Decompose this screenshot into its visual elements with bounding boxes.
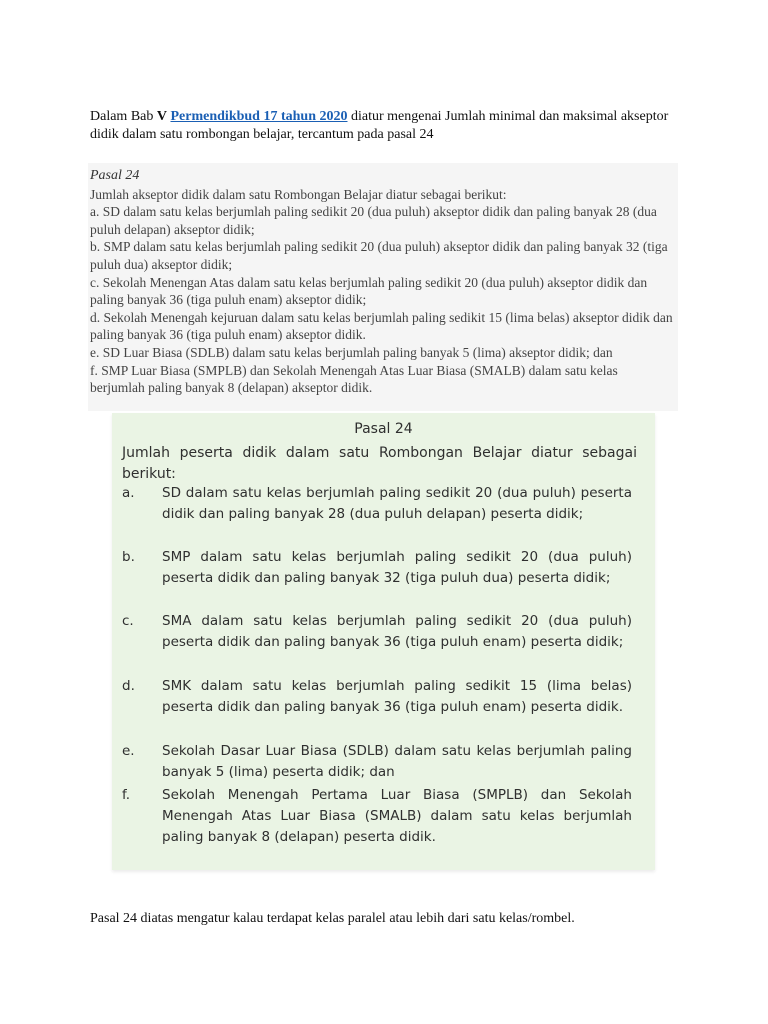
scan-lead: Jumlah peserta didik dalam satu Rombongan Belajar diatur sebagai berikut: bbox=[122, 445, 637, 482]
scan-item-label: d. bbox=[122, 678, 135, 694]
scan-item-label: f. bbox=[122, 787, 131, 803]
intro-paragraph bbox=[90, 108, 680, 144]
intro-bab: V bbox=[156, 109, 167, 124]
quote-title: Pasal 24 bbox=[90, 168, 140, 183]
scan-item-text: SMP dalam satu kelas berjumlah paling sedikit 20 (dua puluh) peserta didik dan paling banyak 32 (tiga puluh dua) peserta didik; bbox=[162, 549, 632, 586]
scan-item-label: a. bbox=[122, 485, 135, 501]
scan-item-text: Sekolah Menengah Pertama Luar Biasa (SMPLB) dan Sekolah Menengah Atas Luar Biasa (SMALB) dalam satu kelas berjumlah paling banyak 8 (delapan) peserta didik. bbox=[162, 787, 632, 845]
intro-suffix: diatur mengenai Jumlah minimal dan maksimal akseptor didik dalam satu rombongan belajar, tercantum pada pasal 24 bbox=[90, 109, 669, 142]
quote-line: a. SD dalam satu kelas berjumlah paling sedikit 20 (dua puluh) akseptor didik dan paling banyak 28 (dua puluh delapan) akseptor didik; bbox=[90, 204, 657, 237]
scan-item-text: SMK dalam satu kelas berjumlah paling sedikit 15 (lima belas) peserta didik dan paling banyak 36 (tiga puluh enam) peserta didik. bbox=[162, 678, 632, 715]
scan-item-label: c. bbox=[122, 613, 134, 629]
quote-line: Jumlah akseptor didik dalam satu Rombongan Belajar diatur sebagai berikut: bbox=[90, 186, 507, 202]
pasal-quote-block bbox=[88, 163, 678, 411]
quote-line: b. SMP dalam satu kelas berjumlah paling sedikit 20 (dua puluh) akseptor didik dan paling banyak 32 (tiga puluh dua) akseptor didik; bbox=[90, 239, 668, 272]
scan-item-label: b. bbox=[122, 549, 135, 565]
quote-line: d. Sekolah Menengah kejuruan dalam satu kelas berjumlah paling sedikit 15 (lima belas) akseptor didik dan paling banyak 36 (tiga puluh enam) akseptor didik. bbox=[90, 309, 673, 343]
quote-line: f. SMP Luar Biasa (SMPLB) dan Sekolah Menengah Atas Luar Biasa (SMALB) dalam satu kelas berjumlah paling banyak 8 (delapan) akseptor didik. bbox=[90, 362, 618, 396]
scan-item-label: e. bbox=[122, 743, 135, 759]
pasal-scan-image bbox=[112, 413, 655, 870]
scan-item-text: SD dalam satu kelas berjumlah paling sedikit 20 (dua puluh) peserta didik dan paling banyak 28 (dua puluh delapan) peserta didik; bbox=[162, 485, 632, 522]
quote-line: c. Sekolah Menengan Atas dalam satu kelas berjumlah paling sedikit 20 (dua puluh) akseptor didik dan paling banyak 36 (tiga puluh enam) akseptor didik; bbox=[90, 274, 648, 308]
scan-title: Pasal 24 bbox=[354, 421, 413, 437]
quote-line: e. SD Luar Biasa (SDLB) dalam satu kelas berjumlah paling banyak 5 (lima) akseptor didik; dan bbox=[90, 344, 613, 360]
scan-item-text: SMA dalam satu kelas berjumlah paling sedikit 20 (dua puluh) peserta didik dan paling banyak 36 (tiga puluh enam) peserta didik; bbox=[162, 613, 632, 650]
permendikbud-link[interactable]: Permendikbud 17 tahun 2020 bbox=[170, 109, 348, 124]
intro-prefix: Dalam Bab bbox=[90, 109, 157, 124]
outro-paragraph: Pasal 24 diatas mengatur kalau terdapat kelas paralel atau lebih dari satu kelas/rombel. bbox=[90, 911, 575, 926]
scan-item-text: Sekolah Dasar Luar Biasa (SDLB) dalam satu kelas berjumlah paling banyak 5 (lima) peserta didik; dan bbox=[162, 743, 632, 780]
